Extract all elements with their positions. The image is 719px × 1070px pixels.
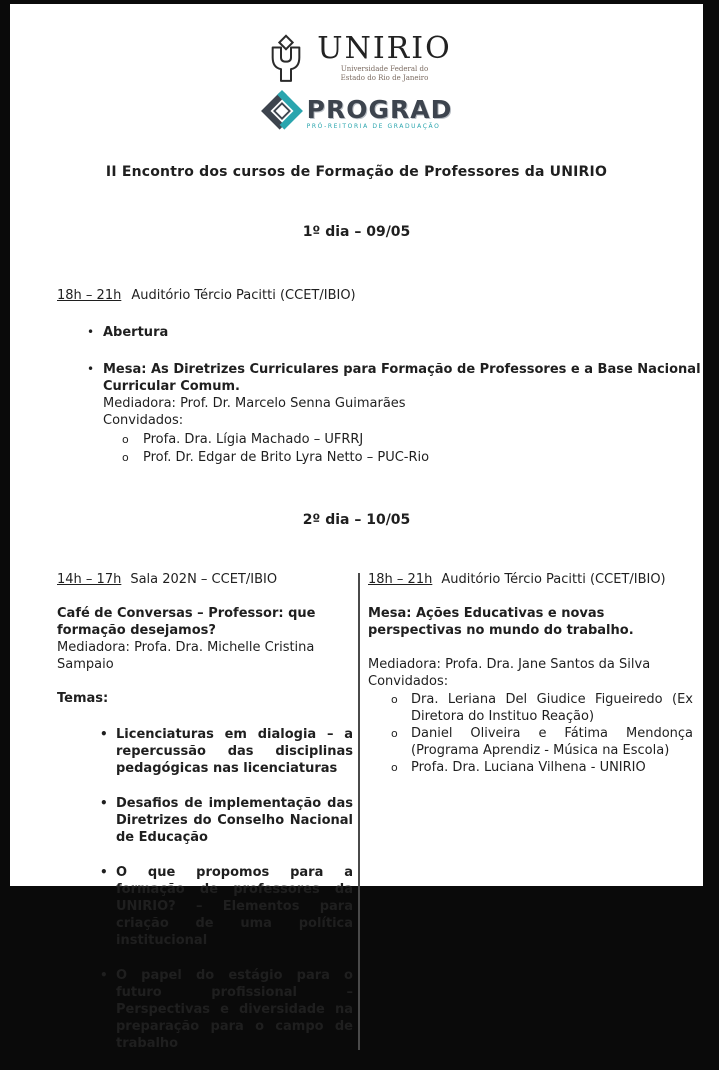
prograd-diamond-icon bbox=[261, 90, 303, 136]
day2-left-mediator: Mediadora: Profa. Dra. Michelle Cristina Sampaio bbox=[57, 640, 315, 672]
prograd-name: PROGRAD bbox=[306, 94, 453, 124]
day2-right-column bbox=[368, 571, 693, 1070]
day2-right-session-line bbox=[368, 571, 693, 588]
day2-right-title: Mesa: Ações Educativas e novas perspectivas no mundo do trabalho. bbox=[368, 606, 634, 638]
document-title: II Encontro dos cursos de Formação de Professores da UNIRIO bbox=[105, 164, 608, 180]
unirio-name: UNIRIO bbox=[317, 31, 452, 66]
theme-item: • O papel do estágio para o futuro profissional – Perspectivas e diversidade na preparação para o campo de trabalho bbox=[98, 967, 353, 1052]
unirio-wordmark bbox=[317, 31, 452, 82]
guest-item: o Daniel Oliveira e Fátima Mendonça (Programa Aprendiz - Música na Escola) bbox=[391, 725, 693, 759]
column-divider bbox=[358, 573, 360, 1050]
day1-program-list bbox=[85, 324, 703, 466]
day1-session-time: 18h – 21h bbox=[57, 288, 122, 303]
day2-right-mediator: Mediadora: Profa. Dra. Jane Santos da Silva bbox=[368, 657, 651, 672]
prograd-wordmark bbox=[306, 94, 453, 130]
prograd-logo bbox=[261, 90, 453, 136]
day1-guest-list bbox=[120, 431, 703, 466]
day1-item-title: • Mesa: As Diretrizes Curriculares para Formação de Professores e a Base Nacional Curricular Comum. bbox=[103, 362, 701, 394]
day2-left-session-line bbox=[57, 571, 353, 588]
guest-item: o Prof. Dr. Edgar de Brito Lyra Netto – PUC-Rio bbox=[120, 449, 703, 466]
day2-left-session-time: 14h – 17h bbox=[57, 572, 122, 587]
unirio-subtitle-line2: Estado do Rio de Janeiro bbox=[340, 74, 429, 82]
day2-left-session-location: Sala 202N – CCET/IBIO bbox=[130, 572, 278, 587]
day2-right-session-time: 18h – 21h bbox=[368, 572, 433, 587]
day2-theme-list bbox=[98, 726, 353, 1052]
unirio-emblem-icon bbox=[261, 34, 311, 90]
document-page bbox=[10, 4, 703, 1051]
day1-session-location: Auditório Tércio Pacitti (CCET/IBIO) bbox=[131, 288, 356, 303]
day2-right-guests-label: Convidados: bbox=[368, 674, 449, 689]
theme-item: • Desafios de implementação das Diretrizes do Conselho Nacional de Educação bbox=[98, 795, 353, 846]
guest-item: o Profa. Dra. Luciana Vilhena - UNIRIO bbox=[391, 759, 693, 776]
day2-guest-list bbox=[391, 691, 693, 776]
day2-right-session-location: Auditório Tércio Pacitti (CCET/IBIO) bbox=[441, 572, 666, 587]
day1-guests-label: Convidados: bbox=[103, 413, 184, 428]
day2-columns bbox=[57, 571, 703, 1070]
day2-left-title: Café de Conversas – Professor: que formação desejamos? bbox=[57, 606, 316, 638]
day1-item-title: Abertura bbox=[103, 325, 169, 340]
day1-session-line bbox=[57, 287, 703, 304]
unirio-logo bbox=[261, 31, 452, 90]
theme-item: • O que propomos para a formação de professores da UNIRIO? – Elementos para criação de uma política institucional bbox=[98, 864, 353, 949]
theme-item: • Licenciaturas em dialogia – a repercussão das disciplinas pedagógicas nas licenciaturas bbox=[98, 726, 353, 777]
day1-mediator: Mediadora: Prof. Dr. Marcelo Senna Guimarães bbox=[103, 396, 406, 411]
list-item bbox=[85, 324, 703, 341]
guest-item: o Dra. Leriana Del Giudice Figueiredo (Ex Diretora do Instituo Reação) bbox=[391, 691, 693, 725]
day2-heading: 2º dia – 10/05 bbox=[302, 512, 411, 528]
document-body bbox=[10, 224, 703, 1070]
guest-item: o Profa. Dra. Lígia Machado – UFRRJ bbox=[120, 431, 703, 448]
list-item bbox=[85, 361, 703, 466]
day2-left-themes-label: Temas: bbox=[57, 691, 109, 706]
unirio-subtitle-line1: Universidade Federal do bbox=[340, 65, 429, 73]
day2-left-column bbox=[57, 571, 353, 1070]
prograd-subtitle: PRÓ-REITORIA DE GRADUAÇÃO bbox=[306, 122, 441, 130]
day1-heading: 1º dia – 09/05 bbox=[302, 224, 411, 240]
header-logos bbox=[10, 4, 703, 136]
